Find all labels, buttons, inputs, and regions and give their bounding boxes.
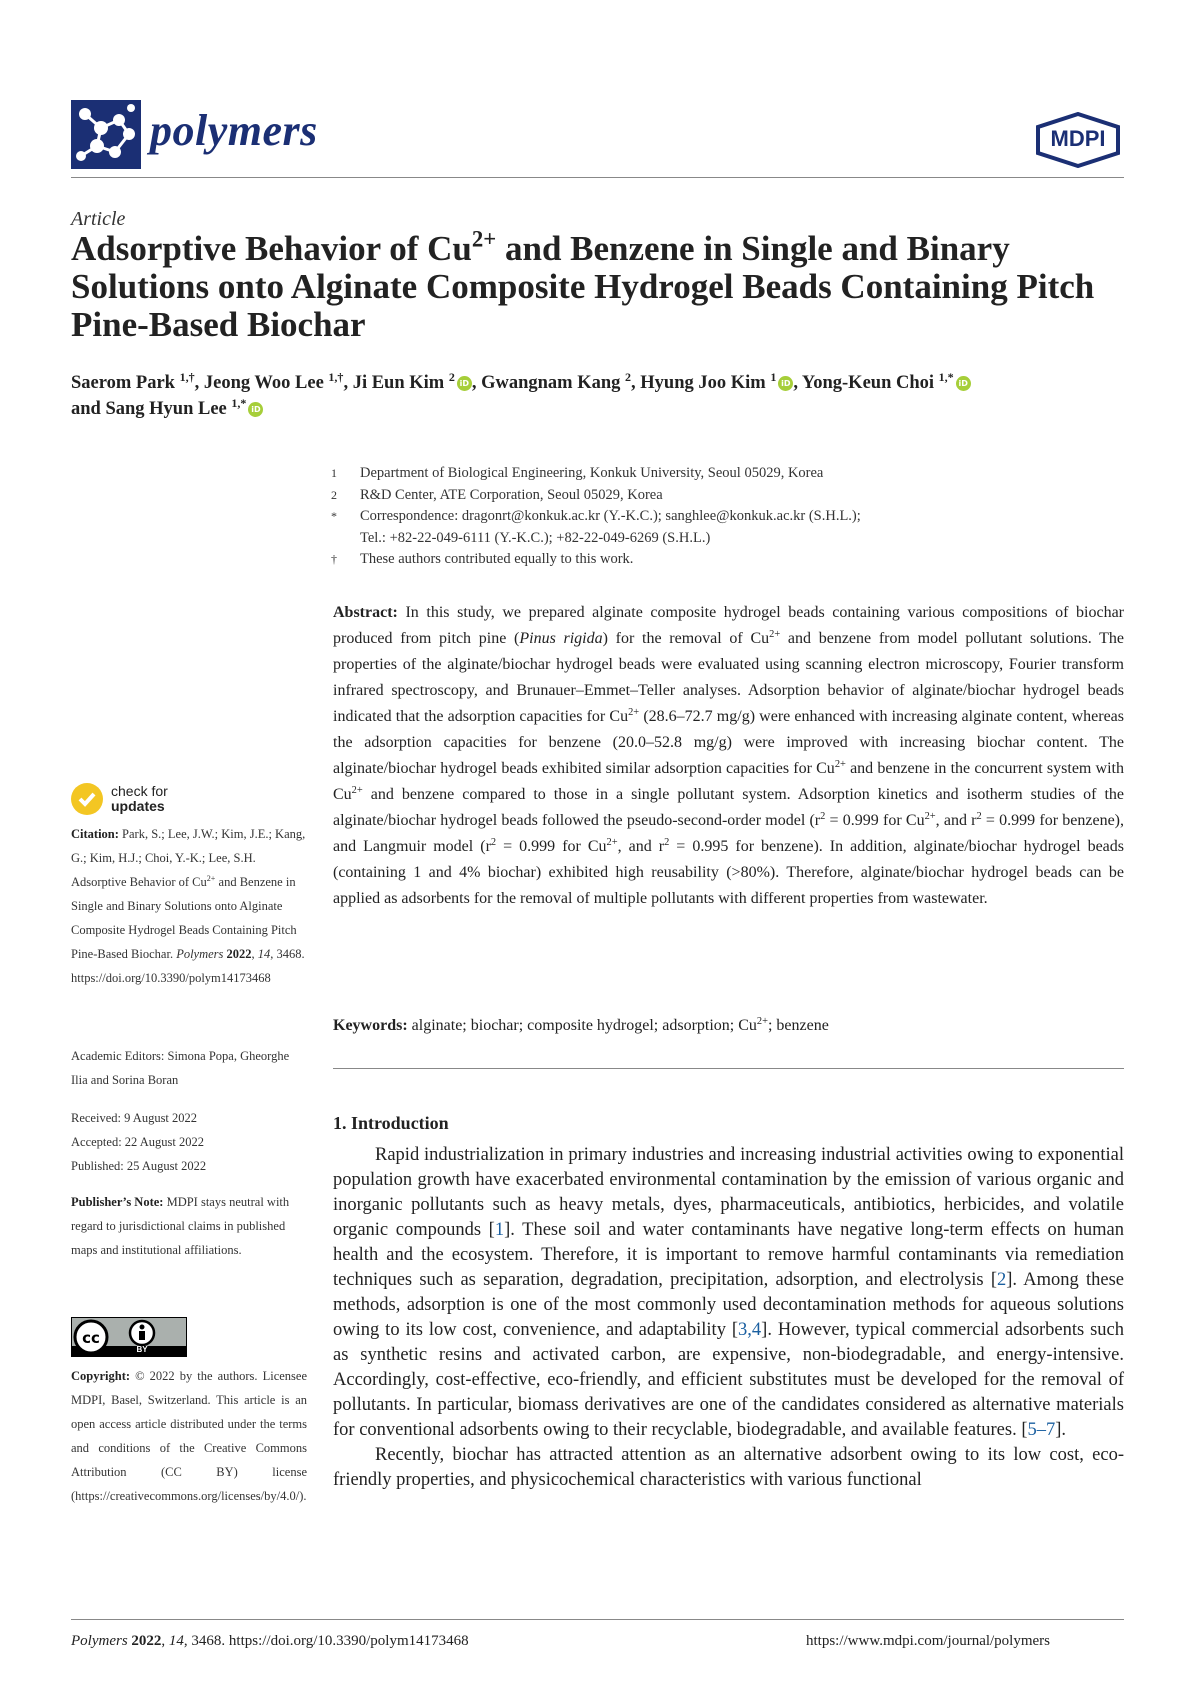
affiliation-row: 1 Department of Biological Engineering, Konkuk University, Seoul 05029, Korea	[331, 465, 824, 481]
accepted-date: Accepted: 22 August 2022	[71, 1135, 204, 1149]
header-divider	[71, 177, 1124, 178]
author: Yong-Keun Choi	[801, 373, 935, 393]
citation-link[interactable]: 2	[997, 1270, 1007, 1290]
paragraph: Recently, biochar has attracted attention as an alternative adsorbent owing to its low cost, eco-friendly properties, and physicochemical characteristics with various functional	[333, 1445, 1124, 1490]
footer-citation: Polymers 2022, 14, 3468. https://doi.org/10.3390/polym14173468	[71, 1633, 469, 1649]
paragraph: Rapid industrialization in primary industries and increasing industrial activities owing to exponential population growth have exacerbated environmental contamination by the emission of various organic and inorganic pollutants such as heavy metals, dyes, pharmaceuticals, antibiotics, herbicides, and volatile organic compounds [1]. These soil and water contaminants have negative long-term effects on human health and the ecosystem. Therefore, it is important to remove harmful contaminants via remediation techniques such as separation, degradation, precipitation, adsorption, and electrolysis [2]. Among these methods, adsorption is one of the most commonly used decontamination methods for aqueous solutions owing to its low cost, convenience, and adaptability [3,4]. However, typical commercial adsorbents such as synthetic resins and activated carbon, are expensive, non-biodegradable, and energy-intensive. Accordingly, cost-effective, eco-friendly, and efficient substitutes must be developed for the removal of pollutants. In particular, biomass derivatives are one of the candidates considered as alternative materials for conventional adsorbents owing to their recyclable, biodegradable, and available features. [5–7].	[333, 1145, 1125, 1440]
orcid-icon[interactable]: iD	[457, 376, 472, 391]
received-date: Received: 9 August 2022	[71, 1111, 198, 1125]
published-date: Published: 25 August 2022	[71, 1159, 207, 1173]
article-type: Article	[71, 208, 126, 230]
correspondence-tel-row: Tel.: +82-22-049-6111 (Y.-K.C.); +82-22-049-6269 (S.H.L.)	[360, 529, 711, 546]
citation-link[interactable]: 5–7	[1027, 1420, 1056, 1440]
author: Jeong Woo Lee	[203, 373, 324, 393]
academic-editors: Academic Editors: Simona Popa, Gheorghe Ilia and Sorina Boran	[71, 1049, 290, 1087]
mdpi-logo	[1034, 112, 1122, 168]
affiliation-row: 2 R&D Center, ATE Corporation, Seoul 05029, Korea	[331, 486, 663, 503]
introduction-body	[333, 1143, 1124, 1493]
abstract-divider	[333, 1068, 1124, 1069]
author: Saerom Park	[71, 373, 175, 393]
copyright-block: Copyright: © 2022 by the authors. Licensee MDPI, Basel, Switzerland. This article is an open access article distributed under the terms and conditions of the Creative Commons Attribution (CC BY) license (https://creativecommons.org/licenses/by/4.0/).	[71, 1369, 307, 1503]
check-for-updates-badge[interactable]: check for updates	[71, 783, 168, 815]
footer-divider	[71, 1619, 1124, 1620]
equal-contribution-note: † These authors contributed equally to this work.	[331, 551, 634, 567]
paper-title: Adsorptive Behavior of $Cu^{2+}$ and Benzene in Single and Binary Solutions onto Alginate Composite Hydrogel Beads Containing Pitch Pine-Based Biochar	[71, 226, 1095, 344]
section-heading: 1. Introduction	[333, 1113, 449, 1133]
keywords: Keywords: alginate; biochar; composite hydrogel; adsorption; $Cu^{2+}$; benzene	[333, 1015, 829, 1034]
cc-by-label: BY	[136, 1345, 148, 1354]
publisher-note: Publisher’s Note: MDPI stays neutral with regard to jurisdictional claims in published maps and institutional affiliations.	[71, 1195, 290, 1257]
abstract: Abstract: In this study, we prepared alginate composite hydrogel beads containing various compositions of biochar produced from pitch pine (Pinus rigida) for the removal of $Cu^{2+}$ and benzene from model pollutant solutions. The properties of the alginate/biochar hydrogel beads were evaluated using scanning electron microscopy, Fourier transform infrared spectroscopy, and Brunauer–Emmet–Teller analyses. Adsorption behavior of alginate/biochar hydrogel beads indicated that the adsorption capacities for $Cu^{2+}$ (28.6–72.7 mg/g) were enhanced with increasing alginate content, whereas the adsorption capacities for benzene (20.0–52.8 mg/g) were improved with increasing biochar content. The alginate/biochar hydrogel beads exhibited similar adsorption capacities for $Cu^{2+}$ and benzene in the concurrent system with $Cu^{2+}$ and benzene compared to those in a single pollutant system. Adsorption kinetics and isotherm studies of the alginate/biochar hydrogel beads followed the pseudo-second-order model ($r^2 = 0.999$ for $Cu^{2+}$, and $r^2 = 0.999$ for benzene), and Langmuir model ($r^2 = 0.999$ for $Cu^{2+}$, and $r^2 = 0.995$ for benzene). In addition, alginate/biochar hydrogel beads (containing 1 and 4% biochar) exhibited high reusability (>80%). Therefore, alginate/biochar hydrogel beads can be applied as adsorbents for the removal of multiple pollutants with different properties from wastewater.	[333, 604, 1125, 907]
citation-block: Citation: Park, S.; Lee, J.W.; Kim, J.E.; Kang, G.; Kim, H.J.; Choi, Y.-K.; Lee, S.H. Adsorptive Behavior of $Cu^{2+}$ and Benzene in Single and Binary Solutions onto Alginate Composite Hydrogel Beads Containing Pitch Pine-Based Biochar. Polymers 2022, 14, 3468. https://doi.org/10.3390/polym14173468	[71, 827, 306, 985]
polymers-logo-icon	[71, 100, 141, 169]
citation-link[interactable]: 3,4	[738, 1320, 762, 1340]
orcid-icon[interactable]: iD	[956, 376, 971, 391]
journal-name: polymers	[150, 106, 318, 155]
orcid-icon[interactable]: iD	[778, 376, 793, 391]
author-list: Saerom Park $^{1,\dagger}$, Jeong Woo Lee $^{1,\dagger}$, Ji Eun Kim $^2$ iD , Gwangnam Kang $^2$, Hyung Joo Kim $^1$ iD , Yong-Keun Choi $^{1,*}$ iD and Sang Hyun Lee $^{1,*}$ iD	[71, 370, 1131, 422]
author: Gwangnam Kang	[481, 373, 621, 393]
publisher-name: MDPI	[1050, 126, 1106, 151]
author: Hyung Joo Kim	[640, 373, 766, 393]
author: Ji Eun Kim	[352, 373, 445, 393]
citation-link[interactable]: 1	[494, 1220, 505, 1240]
affiliations	[331, 463, 1131, 571]
correspondence-row: * Correspondence: dragonrt@konkuk.ac.kr (Y.-K.C.); sanghlee@konkuk.ac.kr (S.H.L.);	[331, 508, 861, 524]
dates-block	[71, 1106, 307, 1178]
svg-text:cc: cc	[82, 1329, 100, 1347]
cc-by-license-icon[interactable]	[71, 1317, 187, 1357]
journal-url-link[interactable]: https://www.mdpi.com/journal/polymers	[806, 1633, 1051, 1649]
checkmark-icon	[71, 783, 103, 815]
author: Sang Hyun Lee	[105, 399, 227, 419]
orcid-icon[interactable]: iD	[248, 402, 263, 417]
